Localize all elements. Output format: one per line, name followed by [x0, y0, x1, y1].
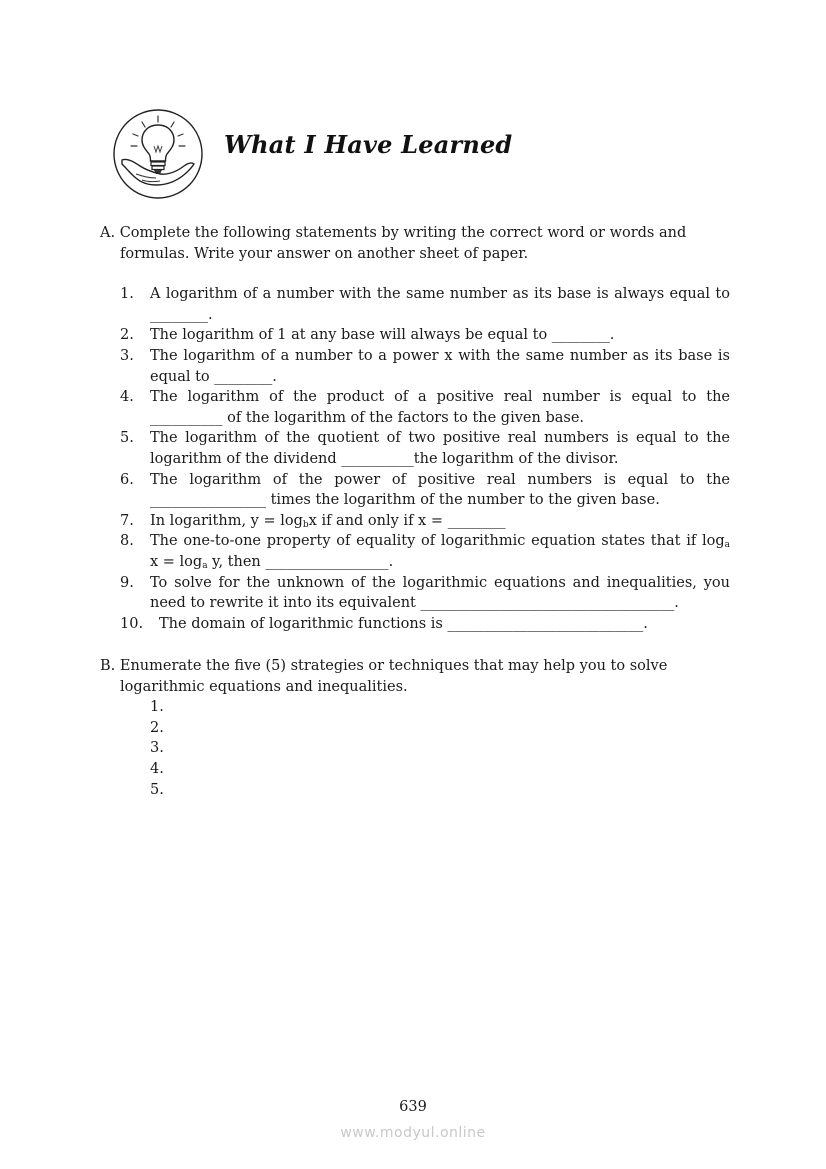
statement-list	[100, 284, 730, 634]
statement-item	[100, 531, 730, 572]
lightbulb-hand-icon	[112, 108, 204, 200]
item-text: The one-to-one property of equality of logarithmic equation states that if $\log_a x = \log_a y$, then _________________.	[150, 533, 730, 571]
item-number: 1.	[120, 286, 134, 303]
statement-item	[100, 325, 730, 346]
section-a	[100, 223, 730, 634]
item-number: 5.	[120, 430, 134, 447]
statement-item	[100, 470, 730, 511]
statement-item	[100, 428, 730, 469]
item-number: 4.	[120, 389, 134, 406]
page-number: 639	[399, 1099, 427, 1115]
item-text: In logarithm, $y = \log_bx$ if and only if x = ________	[150, 512, 506, 530]
item-number: 2.	[120, 327, 134, 344]
item-text: The logarithm of the quotient of two positive real numbers is equal to the logarithm of the dividend __________the logarithm of the divisor.	[150, 430, 730, 467]
statement-item	[100, 573, 730, 614]
item-number: 6.	[120, 471, 134, 488]
answer-blank: 5.	[150, 781, 164, 798]
statement-item	[100, 346, 730, 387]
watermark: www.modyul.online	[340, 1125, 486, 1141]
statement-item	[100, 387, 730, 428]
statement-item	[100, 284, 730, 325]
item-number: 7.	[120, 512, 134, 529]
item-text: The logarithm of 1 at any base will always be equal to ________.	[150, 327, 615, 344]
answer-blank-list	[100, 697, 730, 800]
item-number: 3.	[120, 347, 134, 364]
item-text: The logarithm of a number to a power x with the same number as its base is equal to ________.	[150, 347, 730, 385]
item-text: The logarithm of the product of a positive real number is equal to the __________ of the logarithm of the factors to the given base.	[150, 389, 730, 426]
section-a-instruction: A. Complete the following statements by writing the correct word or words and formulas. Write your answer on another sheet of paper.	[100, 225, 687, 262]
answer-blank: 4.	[150, 760, 164, 777]
section-title: What I Have Learned	[224, 130, 513, 159]
item-text: To solve for the unknown of the logarithmic equations and inequalities, you need to rewrite it into its equivalent ___________________________________.	[150, 574, 730, 612]
item-number: 10.	[120, 615, 144, 632]
answer-blank: 3.	[150, 740, 164, 757]
item-number: 8.	[120, 533, 134, 550]
item-text: The domain of logarithmic functions is ___________________________.	[159, 615, 648, 632]
section-b	[100, 656, 730, 800]
item-text: A logarithm of a number with the same number as its base is always equal to ________.	[150, 286, 730, 323]
item-text: The logarithm of the power of positive real numbers is equal to the ________________ times the logarithm of the number to the given base.	[150, 471, 730, 509]
answer-blank: 1.	[150, 699, 164, 716]
statement-item	[100, 614, 730, 635]
item-number: 9.	[120, 574, 134, 591]
section-b-instruction: B. Enumerate the five (5) strategies or techniques that may help you to solve logarithmic equations and inequalities.	[100, 658, 668, 695]
statement-item	[100, 511, 730, 532]
answer-blank: 2.	[150, 719, 164, 736]
section-header	[112, 108, 612, 200]
